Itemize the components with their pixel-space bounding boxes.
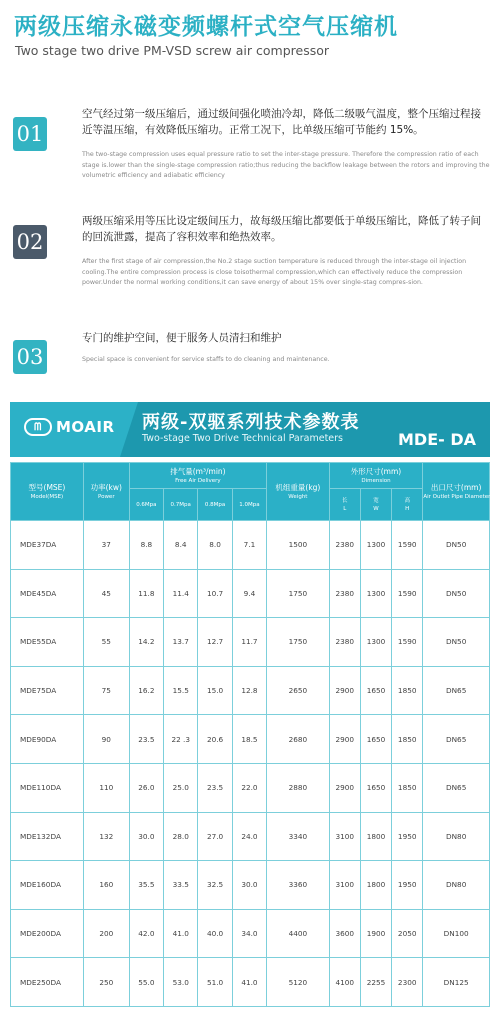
- cell-outlet: DN80: [423, 812, 490, 861]
- cell-weight: 2880: [267, 763, 329, 812]
- cell-weight: 2650: [267, 666, 329, 715]
- header-dim-length: 长 L: [329, 489, 360, 521]
- cell-length: 3100: [329, 861, 360, 910]
- cell-length: 2380: [329, 569, 360, 618]
- cell-power: 75: [83, 666, 129, 715]
- cell-outlet: DN65: [423, 666, 490, 715]
- cell-outlet: DN80: [423, 861, 490, 910]
- cell-height: 1850: [392, 715, 423, 764]
- cell-model: MDE250DA: [11, 958, 84, 1007]
- cell-fad-10: 7.1: [232, 521, 266, 570]
- cell-fad-07: 41.0: [164, 909, 198, 958]
- spec-table-body: [11, 521, 490, 1007]
- spec-banner: [10, 402, 490, 457]
- cell-fad-07: 13.7: [164, 618, 198, 667]
- cell-height: 1850: [392, 666, 423, 715]
- cell-fad-07: 28.0: [164, 812, 198, 861]
- logo-mark-icon: ᗰ: [24, 418, 52, 436]
- cell-fad-06: 23.5: [129, 715, 163, 764]
- cell-width: 1650: [360, 666, 391, 715]
- cell-model: MDE45DA: [11, 569, 84, 618]
- cell-fad-07: 11.4: [164, 569, 198, 618]
- cell-width: 1650: [360, 715, 391, 764]
- cell-fad-08: 23.5: [198, 763, 232, 812]
- cell-outlet: DN125: [423, 958, 490, 1007]
- cell-height: 1950: [392, 812, 423, 861]
- header-free-air-delivery: 排气量(m³/min) Free Air Delivery: [129, 463, 266, 489]
- cell-weight: 5120: [267, 958, 329, 1007]
- header-dim-width: 宽 W: [360, 489, 391, 521]
- cell-fad-08: 51.0: [198, 958, 232, 1007]
- header-weight: 机组重量(kg) Weight: [267, 463, 329, 521]
- header-pressure: 1.0Mpa: [232, 489, 266, 521]
- cell-power: 37: [83, 521, 129, 570]
- cell-fad-08: 15.0: [198, 666, 232, 715]
- cell-fad-06: 16.2: [129, 666, 163, 715]
- cell-width: 1800: [360, 812, 391, 861]
- table-row: [11, 763, 490, 812]
- cell-fad-07: 33.5: [164, 861, 198, 910]
- cell-outlet: DN100: [423, 909, 490, 958]
- cell-fad-10: 12.8: [232, 666, 266, 715]
- cell-power: 45: [83, 569, 129, 618]
- header-power: 功率(kw) Power: [83, 463, 129, 521]
- cell-weight: 2680: [267, 715, 329, 764]
- cell-height: 2050: [392, 909, 423, 958]
- cell-power: 132: [83, 812, 129, 861]
- spec-table-wrapper: [10, 462, 490, 1007]
- header-model: 型号(MSE) Model(MSE): [11, 463, 84, 521]
- cell-fad-07: 8.4: [164, 521, 198, 570]
- cell-power: 250: [83, 958, 129, 1007]
- cell-outlet: DN50: [423, 618, 490, 667]
- cell-length: 3600: [329, 909, 360, 958]
- cell-fad-10: 11.7: [232, 618, 266, 667]
- table-row: [11, 861, 490, 910]
- cell-power: 200: [83, 909, 129, 958]
- cell-width: 1300: [360, 569, 391, 618]
- cell-fad-08: 12.7: [198, 618, 232, 667]
- cell-weight: 4400: [267, 909, 329, 958]
- cell-fad-10: 24.0: [232, 812, 266, 861]
- cell-length: 3100: [329, 812, 360, 861]
- cell-height: 2300: [392, 958, 423, 1007]
- table-row: [11, 521, 490, 570]
- cell-model: MDE200DA: [11, 909, 84, 958]
- table-row: [11, 666, 490, 715]
- table-row: [11, 909, 490, 958]
- cell-fad-06: 26.0: [129, 763, 163, 812]
- table-row: [11, 569, 490, 618]
- cell-outlet: DN65: [423, 715, 490, 764]
- banner-title: 两级-双驱系列技术参数表: [142, 412, 360, 433]
- table-row: [11, 958, 490, 1007]
- cell-length: 2900: [329, 666, 360, 715]
- page-subtitle: Two stage two drive PM-VSD screw air compressor: [15, 43, 330, 58]
- cell-height: 1590: [392, 569, 423, 618]
- cell-fad-08: 32.5: [198, 861, 232, 910]
- cell-model: MDE160DA: [11, 861, 84, 910]
- cell-height: 1590: [392, 618, 423, 667]
- table-row: [11, 812, 490, 861]
- cell-fad-06: 14.2: [129, 618, 163, 667]
- cell-fad-07: 25.0: [164, 763, 198, 812]
- cell-fad-06: 55.0: [129, 958, 163, 1007]
- cell-weight: 1500: [267, 521, 329, 570]
- cell-fad-08: 20.6: [198, 715, 232, 764]
- cell-fad-10: 30.0: [232, 861, 266, 910]
- feature-text-en: The two-stage compression uses equal pressure ratio to set the inter-stage pressure. Therefore the compression ratio of each stage is.lower than the single-stage compression ratio;thus reducing the backflow leakage between the rotors and improving the volumetric efficiency and adiabatic efficiency: [82, 151, 490, 179]
- cell-fad-08: 8.0: [198, 521, 232, 570]
- cell-model: MDE90DA: [11, 715, 84, 764]
- cell-outlet: DN50: [423, 521, 490, 570]
- cell-height: 1850: [392, 763, 423, 812]
- header-outlet: 出口尺寸(mm) Air Outlet Pipe Diameter: [423, 463, 490, 521]
- cell-fad-08: 10.7: [198, 569, 232, 618]
- cell-width: 1900: [360, 909, 391, 958]
- cell-width: 1300: [360, 521, 391, 570]
- cell-fad-07: 15.5: [164, 666, 198, 715]
- cell-model: MDE55DA: [11, 618, 84, 667]
- cell-length: 2900: [329, 715, 360, 764]
- banner-subtitle: Two-stage Two Drive Technical Parameters: [142, 433, 344, 444]
- cell-fad-08: 40.0: [198, 909, 232, 958]
- cell-outlet: DN65: [423, 763, 490, 812]
- table-row: [11, 715, 490, 764]
- table-row: [11, 618, 490, 667]
- cell-fad-06: 11.8: [129, 569, 163, 618]
- cell-outlet: DN50: [423, 569, 490, 618]
- cell-width: 2255: [360, 958, 391, 1007]
- cell-width: 1650: [360, 763, 391, 812]
- cell-width: 1800: [360, 861, 391, 910]
- cell-length: 2900: [329, 763, 360, 812]
- cell-fad-07: 22 .3: [164, 715, 198, 764]
- cell-height: 1590: [392, 521, 423, 570]
- brand-logo: [24, 418, 115, 436]
- feature-text-cn: 两级压缩采用等压比设定级间压力，故每级压缩比都要低于单级压缩比，降低了转子间的回流泄露，提高了容积效率和绝热效率。: [82, 215, 481, 243]
- cell-power: 110: [83, 763, 129, 812]
- cell-power: 55: [83, 618, 129, 667]
- cell-weight: 3360: [267, 861, 329, 910]
- cell-fad-06: 30.0: [129, 812, 163, 861]
- cell-fad-10: 41.0: [232, 958, 266, 1007]
- cell-fad-07: 53.0: [164, 958, 198, 1007]
- header-dim-height: 高 H: [392, 489, 423, 521]
- feature-number-badge: 01: [13, 117, 47, 151]
- cell-width: 1300: [360, 618, 391, 667]
- feature-text-en: After the first stage of air compression,the No.2 stage suction temperature is reduced through the inter-stage oil injection cooling.The entire compression process is close toisothermal compression,which can effectively reduce the compression power.Under the normal working conditions,it can save energy of about 15% over single-stag compres-sion.: [82, 258, 467, 286]
- feature-text-cn: 专门的维护空间，便于服务人员清扫和维护: [82, 332, 282, 344]
- header-pressure: 0.8Mpa: [198, 489, 232, 521]
- cell-weight: 1750: [267, 569, 329, 618]
- header-pressure: 0.6Mpa: [129, 489, 163, 521]
- cell-fad-06: 42.0: [129, 909, 163, 958]
- cell-power: 90: [83, 715, 129, 764]
- cell-length: 4100: [329, 958, 360, 1007]
- banner-model-code: MDE- DA: [397, 430, 476, 449]
- brand-name: MOAIR: [56, 418, 115, 436]
- feature-number-badge: 02: [13, 225, 47, 259]
- cell-fad-10: 22.0: [232, 763, 266, 812]
- cell-fad-10: 9.4: [232, 569, 266, 618]
- cell-model: MDE110DA: [11, 763, 84, 812]
- cell-fad-06: 8.8: [129, 521, 163, 570]
- cell-fad-08: 27.0: [198, 812, 232, 861]
- cell-model: MDE37DA: [11, 521, 84, 570]
- cell-fad-10: 34.0: [232, 909, 266, 958]
- cell-weight: 3340: [267, 812, 329, 861]
- header-pressure: 0.7Mpa: [164, 489, 198, 521]
- cell-fad-10: 18.5: [232, 715, 266, 764]
- feature-number-badge: 03: [13, 340, 47, 374]
- cell-weight: 1750: [267, 618, 329, 667]
- cell-fad-06: 35.5: [129, 861, 163, 910]
- header-dimension: 外形尺寸(mm) Dimension: [329, 463, 423, 489]
- cell-power: 160: [83, 861, 129, 910]
- spec-table: [10, 462, 490, 1007]
- cell-length: 2380: [329, 618, 360, 667]
- cell-length: 2380: [329, 521, 360, 570]
- feature-text-en: Special space is convenient for service staffs to do cleaning and maintenance.: [82, 356, 330, 363]
- feature-text-cn: 空气经过第一级压缩后，通过级间强化喷油冷却，降低二级吸气温度，整个压缩过程接近等温压缩，有效降低压缩功。正常工况下，比单级压缩可节能约 15%。: [82, 108, 481, 136]
- cell-model: MDE132DA: [11, 812, 84, 861]
- page-title: 两级压缩永磁变频螺杆式空气压缩机: [14, 14, 398, 40]
- cell-height: 1950: [392, 861, 423, 910]
- cell-model: MDE75DA: [11, 666, 84, 715]
